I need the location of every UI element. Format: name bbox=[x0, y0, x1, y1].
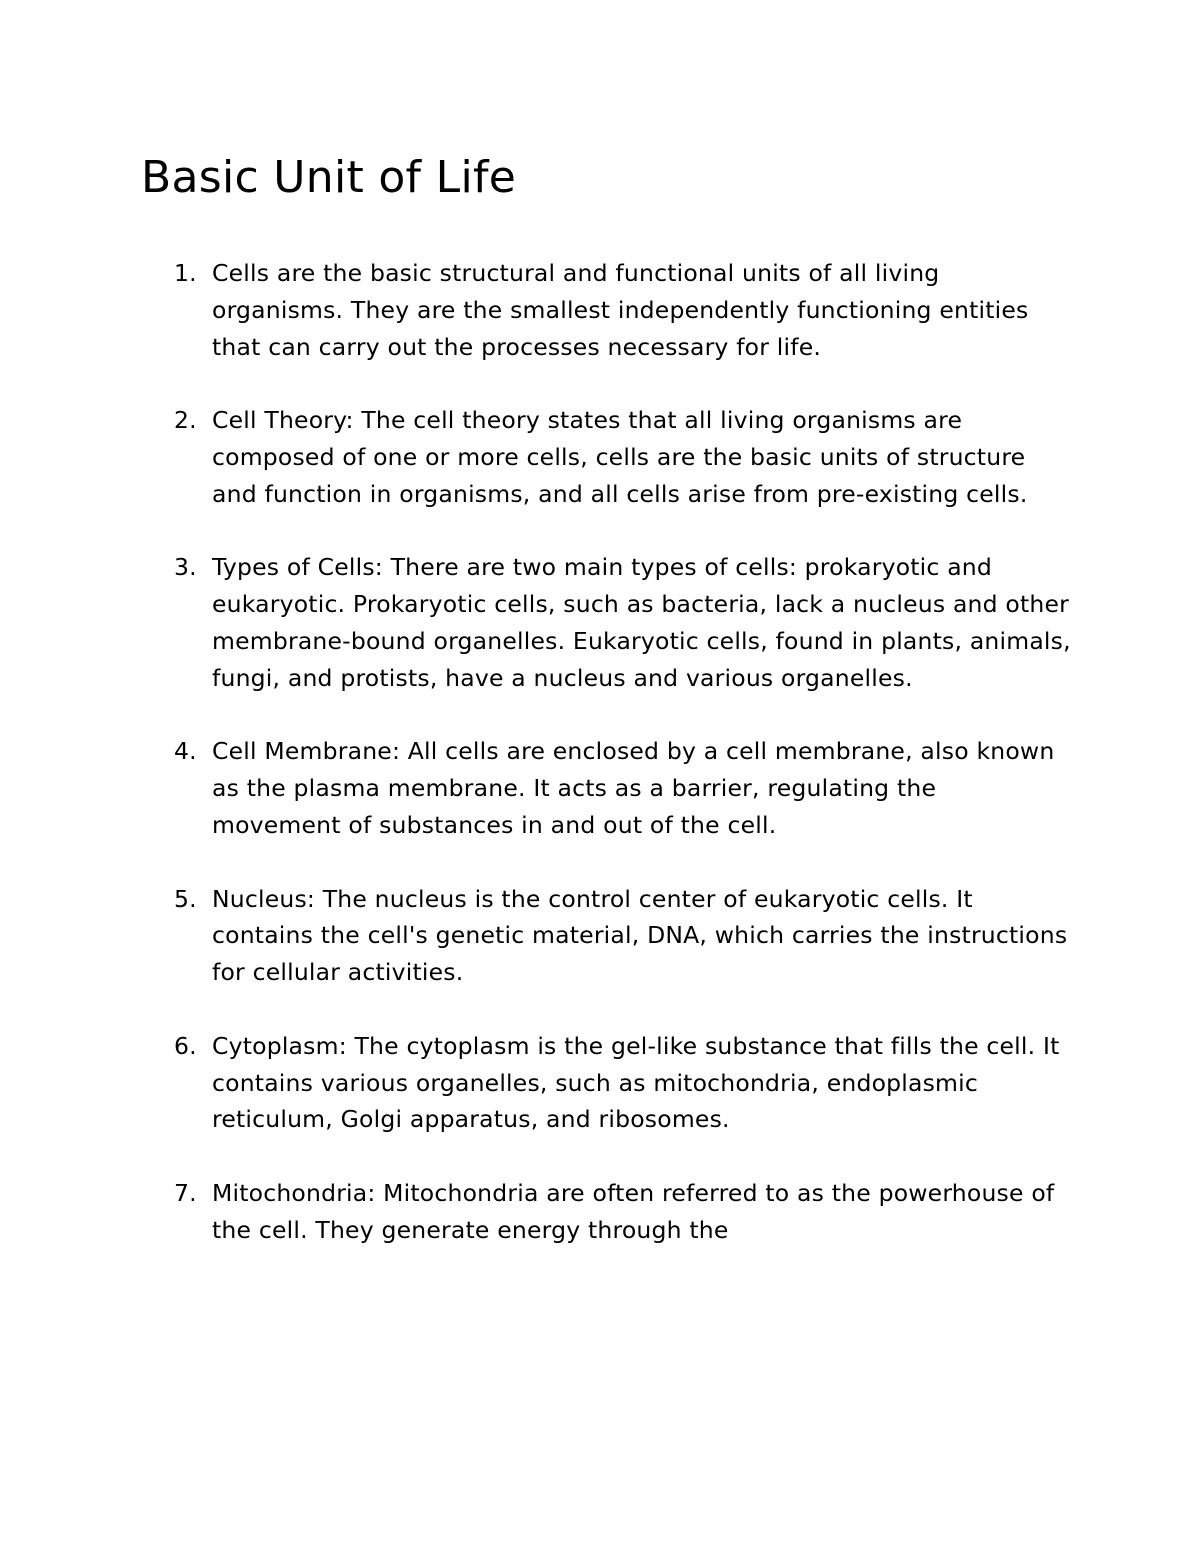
list-item bbox=[0, 1175, 1072, 1249]
list-item bbox=[0, 1028, 1072, 1138]
list-item-number: 1. bbox=[174, 259, 197, 287]
list-item-text: Cytoplasm: The cytoplasm is the gel-like substance that fills the cell. It contains various organelles, such as mitochondria, endoplasmic reticulum, Golgi apparatus, and ribosomes. bbox=[212, 1031, 1060, 1134]
list-item-text: Types of Cells: There are two main types of cells: prokaryotic and eukaryotic. Prokaryotic cells, such as bacteria, lack a nucleus and other membrane-bound organelles. Eukaryotic cells, found in plants, animals, fungi, and protists, have a nucleus and various organelles. bbox=[212, 553, 1071, 692]
list-item bbox=[0, 733, 1072, 843]
list-item-number: 3. bbox=[174, 553, 197, 582]
list-item-text: Nucleus: The nucleus is the control center of eukaryotic cells. It contains the cell's genetic material, DNA, which carries the instructions for cellular activities. bbox=[212, 884, 1068, 987]
list-item-number: 7. bbox=[174, 1178, 197, 1207]
list-item-number: 4. bbox=[174, 737, 197, 766]
list-item bbox=[0, 881, 1072, 991]
list-item-text: Cell Membrane: All cells are enclosed by a cell membrane, also known as the plasma membrane. It acts as a barrier, regulating the movement of substances in and out of the cell. bbox=[212, 737, 1055, 839]
list-item-number: 2. bbox=[174, 406, 197, 435]
list-item-number: 6. bbox=[174, 1031, 197, 1060]
list-item-number: 5. bbox=[174, 884, 197, 913]
list-item-text: Mitochondria: Mitochondria are often referred to as the powerhouse of the cell. They generate energy through the bbox=[212, 1178, 1055, 1244]
list-item bbox=[0, 549, 1072, 696]
numbered-list bbox=[0, 255, 1200, 1285]
page-title: Basic Unit of Life bbox=[141, 152, 517, 203]
list-item-text: Cell Theory: The cell theory states that all living organisms are composed of one or more cells, cells are the basic units of structure and function in organisms, and all cells arise from pre-existing cells. bbox=[212, 406, 1028, 508]
list-item-text: Cells are the basic structural and functional units of all living organisms. They are the smallest independently functioning entities that can carry out the processes necessary for life. bbox=[212, 259, 1029, 361]
list-item bbox=[0, 402, 1072, 512]
list-item bbox=[0, 255, 1072, 365]
